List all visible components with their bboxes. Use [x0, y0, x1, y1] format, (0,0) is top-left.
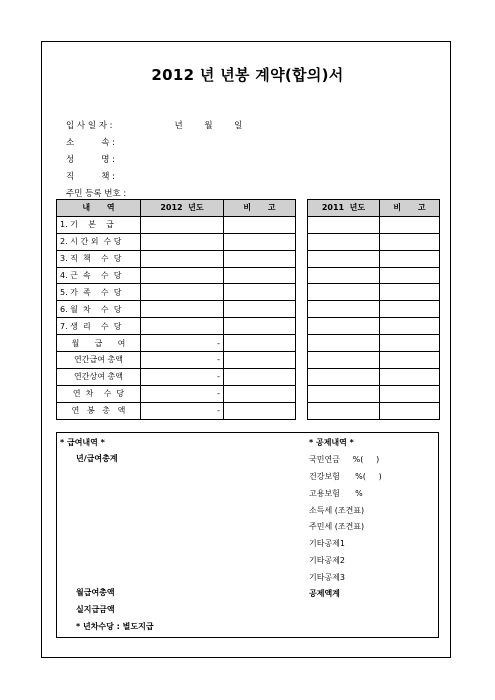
header-note: 비 고 [224, 200, 296, 217]
table-row [308, 284, 440, 301]
table-row [308, 368, 440, 385]
row-item-label: 5. 가 족 수 당 [57, 284, 141, 301]
table-row [57, 250, 296, 267]
row-value-cell[interactable]: - [141, 402, 224, 419]
row-note-cell[interactable] [224, 352, 296, 369]
table-row [308, 385, 440, 402]
table-row [57, 284, 296, 301]
row-note-cell[interactable] [380, 233, 440, 250]
row-note-cell[interactable] [380, 402, 440, 419]
deduction-item: 건강보험 %( ) [309, 472, 382, 481]
row-item-label: 월 급 여 [57, 335, 141, 352]
table-row [308, 402, 440, 419]
row-item-label: 6. 월 차 수 당 [57, 301, 141, 318]
row-note-cell[interactable] [224, 318, 296, 335]
info-label: 성 명 : [66, 155, 116, 165]
table-header-row [57, 200, 296, 217]
deduction-item: 기타공제2 [309, 556, 346, 565]
row-value-cell[interactable]: - [141, 385, 224, 402]
row-value-cell[interactable] [308, 368, 380, 385]
table-row [308, 352, 440, 369]
table-row [57, 385, 296, 402]
row-note-cell[interactable] [380, 267, 440, 284]
row-value-cell[interactable] [308, 402, 380, 419]
row-note-cell[interactable] [380, 284, 440, 301]
info-label: 소 속 : [66, 138, 116, 148]
row-value-cell[interactable] [141, 284, 224, 301]
row-item-label: 연 차 수 당 [57, 385, 141, 402]
info-row-position [66, 170, 134, 182]
table-row [57, 233, 296, 250]
salary-table-2011 [307, 199, 440, 420]
salary-table-2012 [56, 199, 296, 420]
row-value-cell[interactable] [141, 250, 224, 267]
row-item-label: 3. 직 책 수 당 [57, 250, 141, 267]
header-note: 비 고 [380, 200, 440, 217]
row-note-cell[interactable] [224, 284, 296, 301]
salary-total-label: 년/급여총계 [76, 454, 118, 463]
header-item: 내 역 [57, 200, 141, 217]
row-item-label: 4. 근 속 수 당 [57, 267, 141, 284]
row-value-cell[interactable] [308, 301, 380, 318]
row-note-cell[interactable] [380, 352, 440, 369]
row-value-cell[interactable] [308, 284, 380, 301]
document-title: 2012 년 년봉 계약(합의)서 [151, 66, 344, 84]
row-value-cell[interactable] [308, 318, 380, 335]
row-value-cell[interactable] [308, 352, 380, 369]
header-year-2012: 2012 년도 [141, 200, 224, 217]
row-note-cell[interactable] [380, 318, 440, 335]
row-item-label: 7. 생 리 수 당 [57, 318, 141, 335]
table-row [308, 301, 440, 318]
row-note-cell[interactable] [224, 368, 296, 385]
row-note-cell[interactable] [380, 301, 440, 318]
table-row [57, 352, 296, 369]
deduction-item: 국민연금 %( ) [309, 455, 380, 464]
deduction-item: 기타공제3 [309, 573, 346, 582]
table-row [308, 216, 440, 233]
deduction-item: 주민세 (조견표) [309, 522, 365, 531]
info-label: 주민 등록 번호 : [66, 189, 127, 199]
table-row [57, 216, 296, 233]
row-note-cell[interactable] [380, 368, 440, 385]
table-row [308, 233, 440, 250]
row-value-cell[interactable]: - [141, 368, 224, 385]
salary-section-heading: * 급여내역 * [60, 438, 105, 447]
row-note-cell[interactable] [224, 402, 296, 419]
header-year-2011: 2011 년도 [308, 200, 380, 217]
table-row [57, 301, 296, 318]
row-value-cell[interactable] [141, 301, 224, 318]
row-item-label: 연간상여 총액 [57, 368, 141, 385]
deduction-item: 소득세 (조견표) [309, 506, 365, 515]
row-note-cell[interactable] [224, 335, 296, 352]
row-note-cell[interactable] [380, 385, 440, 402]
row-item-label: 연 봉 총 액 [57, 402, 141, 419]
row-note-cell[interactable] [224, 385, 296, 402]
table-row [57, 402, 296, 419]
row-note-cell[interactable] [380, 216, 440, 233]
row-value-cell[interactable] [308, 216, 380, 233]
row-item-label: 2. 시 간 외 수 당 [57, 233, 141, 250]
row-note-cell[interactable] [224, 233, 296, 250]
table-row [57, 335, 296, 352]
info-row-hire-date [66, 119, 242, 131]
row-value-cell[interactable] [141, 216, 224, 233]
row-note-cell[interactable] [224, 301, 296, 318]
table-row [57, 318, 296, 335]
row-note-cell[interactable] [380, 335, 440, 352]
row-value-cell[interactable] [141, 267, 224, 284]
row-note-cell[interactable] [224, 216, 296, 233]
row-value-cell[interactable] [308, 233, 380, 250]
info-row-name [66, 153, 134, 165]
table-header-row [308, 200, 440, 217]
row-value-cell[interactable] [308, 250, 380, 267]
row-note-cell[interactable] [224, 250, 296, 267]
table-row [308, 250, 440, 267]
monthly-total-label: 월급여총액 [76, 588, 115, 597]
row-item-label: 연간급여 총액 [57, 352, 141, 369]
row-value-cell[interactable]: - [141, 352, 224, 369]
table-row [308, 318, 440, 335]
deduction-total-label: 공제액계 [309, 589, 340, 598]
row-value-cell[interactable] [308, 385, 380, 402]
annual-leave-note: * 년차수당 : 별도지급 [76, 622, 154, 631]
row-note-cell[interactable] [224, 267, 296, 284]
deduction-item: 기타공제1 [309, 539, 346, 548]
row-note-cell[interactable] [380, 250, 440, 267]
row-item-label: 1. 기 본 급 [57, 216, 141, 233]
deduction-item: 고용보험 % [309, 489, 363, 498]
table-row [308, 267, 440, 284]
row-value-cell[interactable]: - [141, 335, 224, 352]
info-row-department [66, 136, 134, 148]
info-value: 년 월 일 [134, 121, 243, 131]
info-row-resident-number [66, 187, 134, 199]
deduction-section-heading: * 공제내역 * [309, 438, 354, 447]
table-row [57, 267, 296, 284]
info-label: 입 사 일 자 : [66, 121, 113, 131]
row-value-cell[interactable] [308, 267, 380, 284]
info-label: 직 책 : [66, 172, 116, 182]
table-row [308, 335, 440, 352]
row-value-cell[interactable] [141, 318, 224, 335]
net-pay-label: 실지급금액 [76, 605, 115, 614]
row-value-cell[interactable] [141, 233, 224, 250]
row-value-cell[interactable] [308, 335, 380, 352]
table-row [57, 368, 296, 385]
